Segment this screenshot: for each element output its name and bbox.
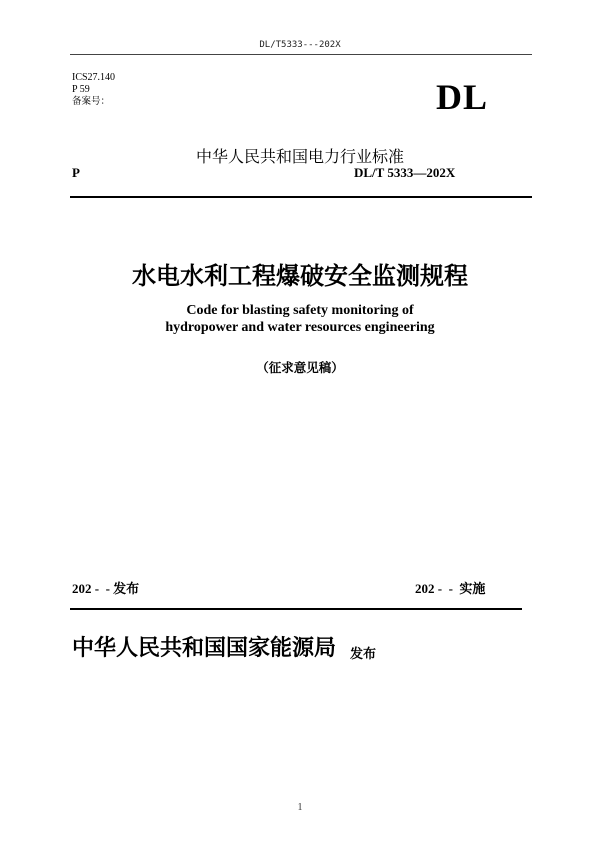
title-divider [70,196,532,198]
release-date: 202 - - 发布 [72,581,140,596]
document-title-en-line2: hydropower and water resources engineering [165,320,435,335]
document-title-cn: 水电水利工程爆破安全监测规程 [132,262,468,290]
running-header-code: DL/T5333---202X [259,40,341,50]
issuing-authority: 中华人民共和国国家能源局 [72,636,337,661]
ics-code: ICS27.140 [72,72,116,83]
category-code: P [72,165,80,180]
document-title-en-line1: Code for blasting safety monitoring of [186,303,414,318]
draft-label: （征求意见稿） [256,360,344,375]
standard-number: DL/T 5333—202X [354,165,456,180]
implementation-date: 202 - - 实施 [415,581,486,596]
dl-logo: DL [436,77,489,117]
classification-code: P 59 [72,84,90,95]
header-divider [70,54,532,55]
standard-title: 中华人民共和国电力行业标准 [195,147,404,166]
date-divider [70,608,522,610]
page-number: 1 [297,802,303,813]
filing-number-label: 备案号： [72,96,111,107]
issued-label: 发布 [350,647,377,662]
